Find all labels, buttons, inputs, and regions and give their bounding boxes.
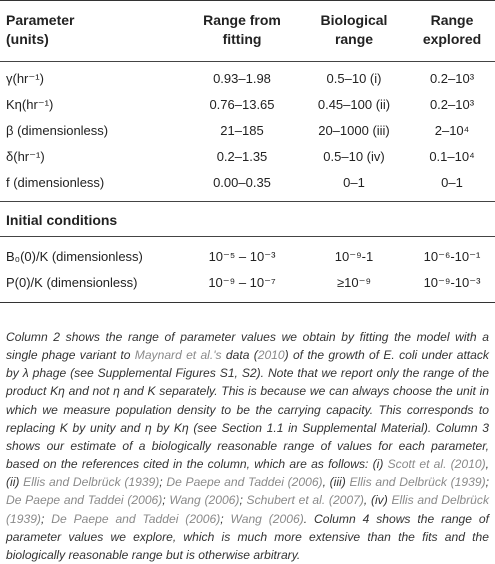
header-rule xyxy=(0,61,495,62)
explored-cell: 2–10⁴ xyxy=(434,123,470,138)
caption-seg: ; xyxy=(485,475,489,490)
bio-cell: 0.5–10 (i) xyxy=(326,71,382,86)
header-parameter-line1: Parameter xyxy=(6,12,75,28)
bottom-rule xyxy=(0,302,495,303)
caption-ref-link[interactable]: Ellis and Delbrück (1939) xyxy=(6,493,489,526)
caption-ref-link[interactable]: Schubert et al. (2007) xyxy=(246,493,364,508)
caption-ref-link[interactable]: Ellis and Delbrück (1939) xyxy=(23,475,160,490)
caption-seg: ; xyxy=(220,511,231,526)
header-biological-range xyxy=(302,11,406,49)
fit-cell: 10⁻⁵ – 10⁻³ xyxy=(208,249,276,264)
header-parameter xyxy=(6,11,75,49)
caption-seg: ; xyxy=(159,475,167,490)
section-rule xyxy=(0,201,495,202)
explored-cell: 0–1 xyxy=(441,175,463,190)
header-fit-line2: fitting xyxy=(222,31,262,47)
caption-ref-link[interactable]: De Paepe and Taddei (2006) xyxy=(51,511,221,526)
fit-cell: 0.76–13.65 xyxy=(209,97,275,112)
caption-ref-link[interactable]: Scott et al. (2010) xyxy=(387,457,486,472)
header-range-explored xyxy=(412,11,492,49)
header-parameter-line2: (units) xyxy=(6,31,49,47)
caption-seg: data ( xyxy=(221,348,258,363)
header-bio-line2: range xyxy=(334,31,374,47)
header-fit-line1: Range from xyxy=(203,12,281,28)
bio-cell: 0.45–100 (ii) xyxy=(317,97,391,112)
top-rule xyxy=(0,0,495,1)
caption-seg: , (iv) xyxy=(363,493,392,508)
caption-seg: ; xyxy=(162,493,170,508)
param-cell: β (dimensionless) xyxy=(6,123,109,138)
explored-cell: 10⁻⁹-10⁻³ xyxy=(423,275,481,290)
caption-seg: , (iii) xyxy=(322,475,350,490)
caption-seg: ; xyxy=(40,511,52,526)
caption-ref-link[interactable]: Wang (2006) xyxy=(169,493,240,508)
param-cell: f (dimensionless) xyxy=(6,175,105,190)
caption-ref-link[interactable]: Wang (2006) xyxy=(230,511,304,526)
header-exp-line2: explored xyxy=(422,31,482,47)
param-cell: B₀(0)/K (dimensionless) xyxy=(6,249,143,264)
fit-cell: 21–185 xyxy=(220,123,264,138)
fit-cell: 0.00–0.35 xyxy=(213,175,271,190)
param-cell: P(0)/K (dimensionless) xyxy=(6,275,138,290)
bio-cell: 20–1000 (iii) xyxy=(318,123,390,138)
header-bio-line1: Biological xyxy=(320,12,388,28)
header-exp-line1: Range xyxy=(430,12,474,28)
initial-rule xyxy=(0,236,495,237)
header-range-fitting xyxy=(188,11,296,49)
bio-cell: 0–1 xyxy=(343,175,365,190)
explored-cell: 0.2–10³ xyxy=(429,97,475,112)
caption-seg: ; xyxy=(239,493,247,508)
caption-ref-link[interactable]: Maynard et al.'s xyxy=(134,348,222,363)
caption-seg: , (ii) xyxy=(6,457,489,490)
explored-cell: 0.2–10³ xyxy=(429,71,475,86)
bio-cell: 0.5–10 (iv) xyxy=(323,149,385,164)
param-cell: δ(hr⁻¹) xyxy=(6,149,45,164)
fit-cell: 10⁻⁹ – 10⁻⁷ xyxy=(208,275,276,290)
explored-cell: 10⁻⁶-10⁻¹ xyxy=(423,249,481,264)
fit-cell: 0.93–1.98 xyxy=(213,71,271,86)
caption-ref-link[interactable]: De Paepe and Taddei (2006) xyxy=(166,475,323,490)
table-caption xyxy=(6,328,489,564)
initial-conditions-heading: Initial conditions xyxy=(6,212,118,228)
bio-cell: 10⁻⁹-1 xyxy=(334,249,374,264)
param-cell: Kη(hr⁻¹) xyxy=(6,97,54,112)
caption-ref-link[interactable]: Ellis and Delbrück (1939) xyxy=(349,475,486,490)
caption-ref-link[interactable]: 2010 xyxy=(257,348,285,363)
caption-ref-link[interactable]: De Paepe and Taddei (2006) xyxy=(6,493,163,508)
explored-cell: 0.1–10⁴ xyxy=(429,149,475,164)
fit-cell: 0.2–1.35 xyxy=(216,149,268,164)
caption-seg: Column 2 shows the range of parameter values we obtain by fitting the model with a single phage variant to xyxy=(6,330,489,363)
caption-seg: ) of the growth of E. coli under attack by λ phage (see Supplemental Figures S1, S2). Note that we report only the range of the product Kη and not η and K separately. This is because we can always choose the unit in which we measure population density to be the carrying capacity. This corresponds to replacing K by unity and η by Kη (see Section 1.1 in Supplemental Material). Column 3 shows our estimate of a biologically reasonable range of values for each parameter, based on the references cited in the column, which are as follows: (i) xyxy=(6,348,489,472)
caption-seg: . Column 4 shows the range of parameter values we explore, which is much more extensive than the fits and the biologically reasonable range but is otherwise arbitrary. xyxy=(6,511,489,562)
param-cell: γ(hr⁻¹) xyxy=(6,71,44,86)
bio-cell: ≥10⁻⁹ xyxy=(336,275,372,290)
